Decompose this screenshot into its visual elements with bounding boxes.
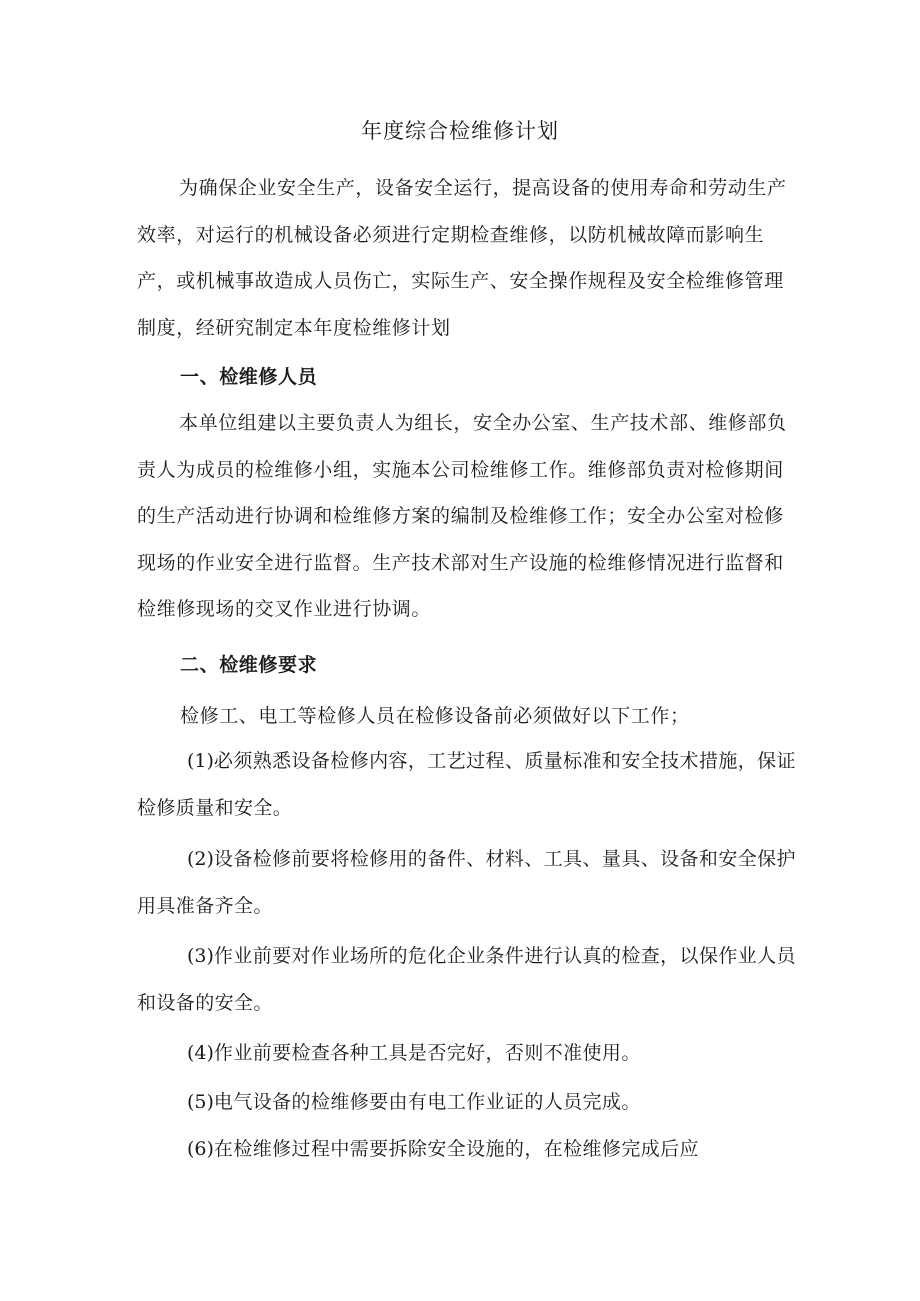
- item-text: 电气设备的检维修要由有电工作业证的人员完成。: [213, 1091, 641, 1113]
- item-text: 作业前要对作业场所的危化企业条件进行认真的检查，以保作业人员和设备的安全。: [137, 945, 796, 1014]
- list-item: [137, 1030, 802, 1077]
- list-item: [137, 1079, 802, 1126]
- item-text: 在检维修过程中需要拆除安全设施的，在检维修完成后应: [213, 1138, 699, 1160]
- item-number: (6): [187, 1138, 214, 1160]
- section1-heading: 一、检维修人员: [180, 366, 318, 388]
- list-item: [137, 1126, 802, 1173]
- section2-lead: 检修工、电工等检修人员在检修设备前必须做好以下工作；: [180, 705, 690, 727]
- document-title: 年度综合检维修计划: [361, 119, 559, 143]
- item-number: (2): [187, 848, 214, 870]
- item-text: 必须熟悉设备检修内容，工艺过程、质量标准和安全技术措施，保证检修质量和安全。: [137, 750, 796, 819]
- item-number: (4): [187, 1042, 214, 1064]
- item-number: (5): [187, 1091, 214, 1113]
- intro-paragraph: 为确保企业安全生产，设备安全运行，提高设备的使用寿命和劳动生产效率，对运行的机械设备必须进行定期检查维修，以防机械故障而影响生产，或机械事故造成人员伤亡，实际生产、安全操作规程及安全检维修管理制度，经研究制定本年度检维修计划: [137, 177, 787, 339]
- list-item: [137, 738, 802, 831]
- item-number: (3): [187, 945, 214, 967]
- item-text: 作业前要检查各种工具是否完好，否则不准使用。: [213, 1042, 641, 1064]
- list-item: [137, 933, 802, 1026]
- item-text: 设备检修前要将检修用的备件、材料、工具、量具、设备和安全保护用具准备齐全。: [137, 848, 796, 917]
- section2-heading: 二、检维修要求: [180, 654, 318, 676]
- item-number: (1): [187, 750, 214, 772]
- section1-body: 本单位组建以主要负责人为组长，安全办公室、生产技术部、维修部负责人为成员的检维修小组，实施本公司检维修工作。维修部负责对检修期间的生产活动进行协调和检维修方案的编制及检维修工作；安全办公室对检修现场的作业安全进行监督。生产技术部对生产设施的检维修情况进行监督和检维修现场的交叉作业进行协调。: [137, 412, 787, 620]
- list-item: [137, 836, 802, 929]
